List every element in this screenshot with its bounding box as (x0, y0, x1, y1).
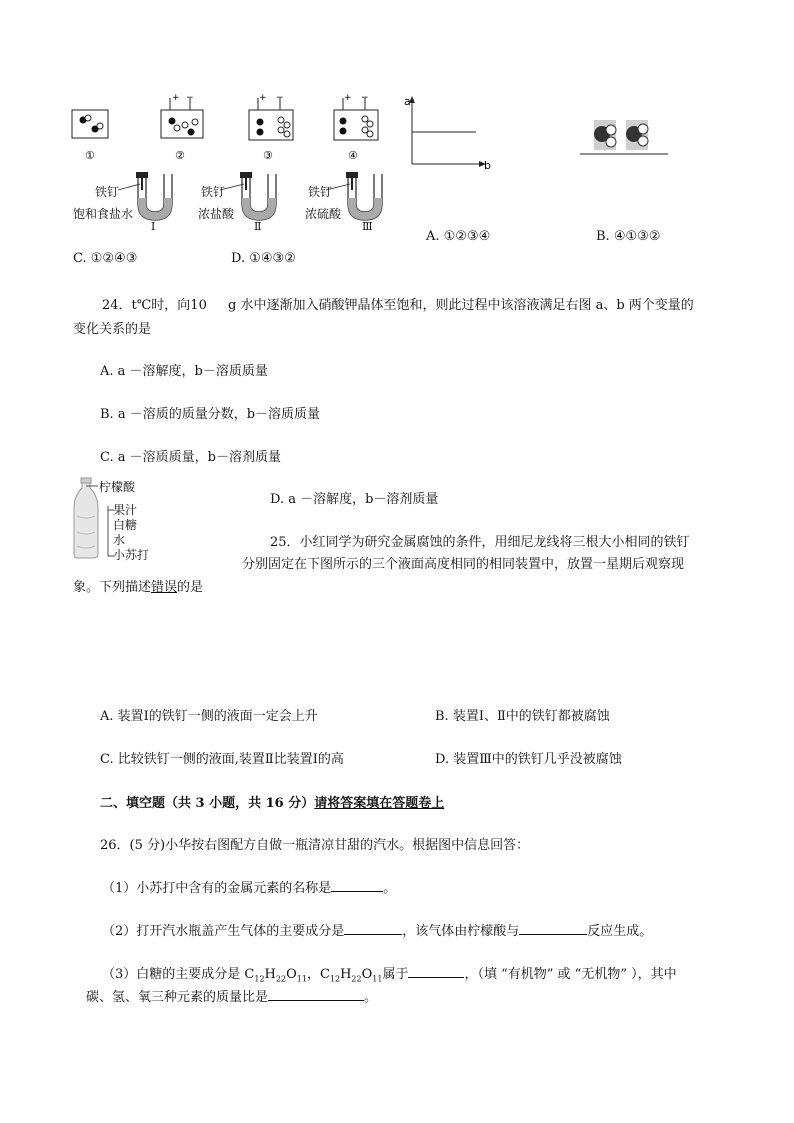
formula-sub-11: 11 (296, 974, 307, 984)
formula-sub-12: 12 (254, 974, 265, 984)
plus-sign: + (259, 93, 267, 103)
q26-sub3-blank-1[interactable] (408, 965, 464, 978)
q25-stem-line1: 25．小红同学为研究金属腐蚀的条件，用细尼龙线将三根大小相同的铁钉 (270, 535, 690, 550)
q26-sub2-blank-2[interactable] (519, 922, 587, 935)
formula2-sub-12: 12 (329, 974, 341, 984)
particle-label-2: ② (175, 149, 185, 162)
formula2-sub-22: 22 (351, 974, 362, 984)
formula2-h: H (340, 967, 352, 982)
q25-option-d: D. 装置Ⅲ中的铁钉几乎没被腐蚀 (435, 752, 622, 767)
u-tube-2-nail-label: 铁钉 (201, 185, 226, 199)
q26-sub3-line2 (86, 986, 377, 1005)
section-2-heading (100, 792, 444, 811)
particle-box-2 (161, 98, 203, 138)
minus-sign: − (361, 93, 369, 103)
q23-option-d: D. ①④③② (231, 251, 296, 266)
section-2-note: 请将答案填在答题卷上 (314, 796, 445, 811)
minus-sign: − (186, 93, 194, 103)
q23-option-b: B. ④①③② (596, 229, 661, 244)
q26-sub2-blank-1[interactable] (344, 922, 402, 935)
molecule-model (578, 118, 670, 158)
formula-sub-22: 22 (275, 974, 287, 984)
u-tube-3-liquid-label: 浓硫酸 (305, 207, 342, 221)
section-2-title: 二、填空题（共 3 小题，共 16 分） (100, 796, 315, 811)
q25-option-a: A. 装置Ⅰ的铁钉一侧的液面一定会上升 (100, 709, 318, 724)
particle-label-4: ④ (348, 149, 358, 162)
q24-option-d: D. a －溶解度，b－溶剂质量 (270, 492, 439, 507)
q26-sub1-end: 。 (383, 881, 397, 896)
q24-stem-line2: 变化关系的是 (73, 322, 152, 337)
u-tube-3-numeral: Ⅲ (362, 220, 373, 233)
particle-label-1: ① (85, 149, 95, 162)
q25-option-b: B. 装置Ⅰ、Ⅱ中的铁钉都被腐蚀 (435, 709, 610, 724)
q24-option-c: C. a －溶质质量，b－溶剂质量 (100, 450, 281, 465)
q26-sub2-mid: ，该气体由柠檬酸与 (402, 924, 520, 939)
q24-stem-part1: 24．t℃时，向10 (102, 298, 207, 313)
ab-graph (400, 92, 500, 172)
formula2-sub-11: 11 (372, 974, 383, 984)
bottle-label-water: 水 (113, 533, 126, 547)
particle-box-1 (72, 110, 108, 138)
q26-sub3-line2-text: 碳、氢、氧三种元素的质量比是 (86, 990, 269, 1005)
u-tube-1-liquid-label: 饱和食盐水 (73, 207, 134, 221)
q23-option-a: A. ①②③④ (426, 229, 491, 244)
q26-sub1-text: （1）小苏打中含有的金属元素的名称是 (102, 881, 332, 896)
particle-box-4 (334, 98, 378, 140)
q26-sub3-blank-2[interactable] (268, 988, 364, 1001)
q25-keyword-wrong: 错误 (151, 580, 178, 595)
q26-sub2-text: （2）打开汽水瓶盖产生气体的主要成分是 (102, 924, 345, 939)
particle-diagrams (60, 92, 400, 167)
u-tube-2 (240, 172, 276, 220)
q24-option-b: B. a －溶质的质量分数，b－溶质质量 (100, 407, 321, 422)
bottle-label-sugar: 白糖 (113, 518, 138, 532)
q26-sub3 (102, 963, 677, 984)
q26-sub3-belongs: 属于 (382, 967, 409, 982)
u-tube-1-nail-label: 铁钉 (95, 185, 120, 199)
q26-sub1-blank[interactable] (331, 879, 383, 892)
bottle-label-juice: 果汁 (113, 503, 138, 517)
bottle-label-baking-soda: 小苏打 (113, 548, 150, 562)
q25-stem-line3 (73, 576, 203, 595)
q26-sub2-end: 反应生成。 (587, 924, 653, 939)
q26-sub1 (102, 877, 396, 896)
q25-stem-line3-start: 象。下列描述 (73, 580, 152, 595)
u-tube-2-liquid-label: 浓盐酸 (198, 207, 235, 221)
u-tube-3-nail-label: 铁钉 (308, 185, 333, 199)
q24-stem-part2: g 水中逐渐加入硝酸钾晶体至饱和，则此过程中该溶液满足右图 a、b 两个变量的 (228, 298, 694, 313)
q26-sub2 (102, 920, 652, 939)
plus-sign: + (344, 93, 352, 103)
q26-stem: 26．(5 分)小华按右图配方自做一瓶清凉甘甜的汽水。根据图中信息回答： (100, 838, 530, 853)
formula-o: O (286, 967, 297, 982)
u-tube-apparatus (70, 168, 390, 240)
formula2-o: O (361, 967, 373, 982)
u-tube-3 (346, 172, 382, 220)
q25-stem-line3-end: 的是 (177, 580, 204, 595)
q26-sub3-line2-end: 。 (364, 990, 378, 1005)
u-tube-2-numeral: Ⅱ (254, 220, 262, 233)
q23-option-c: C. ①②④③ (73, 251, 138, 266)
q25-stem-line2: 分别固定在下图所示的三个液面高度相同的相同装置中，放置一星期后观察现 (242, 557, 685, 572)
q26-sub3-hint: ，（填 “有机物” 或 “无机物” ），其中 (464, 967, 677, 982)
axis-b-label: b (484, 159, 491, 172)
particle-box-3 (249, 98, 293, 140)
q26-sub3-comma: ，C (306, 967, 330, 982)
u-tube-1 (136, 172, 172, 220)
minus-sign: − (276, 93, 284, 103)
q24-option-a: A. a －溶解度，b－溶质质量 (100, 364, 268, 379)
u-tube-1-numeral: Ⅰ (151, 220, 156, 233)
q25-option-c: C. 比较铁钉一侧的液面,装置Ⅱ比装置Ⅰ的高 (100, 752, 344, 767)
axis-a-label: a (404, 95, 411, 108)
plus-sign: + (172, 93, 180, 103)
formula-h: H (264, 967, 276, 982)
bottle-label-citric-acid: 柠檬酸 (99, 480, 136, 494)
q26-sub3-text: （3）白糖的主要成分是 C (102, 967, 255, 982)
particle-label-3: ③ (263, 149, 273, 162)
